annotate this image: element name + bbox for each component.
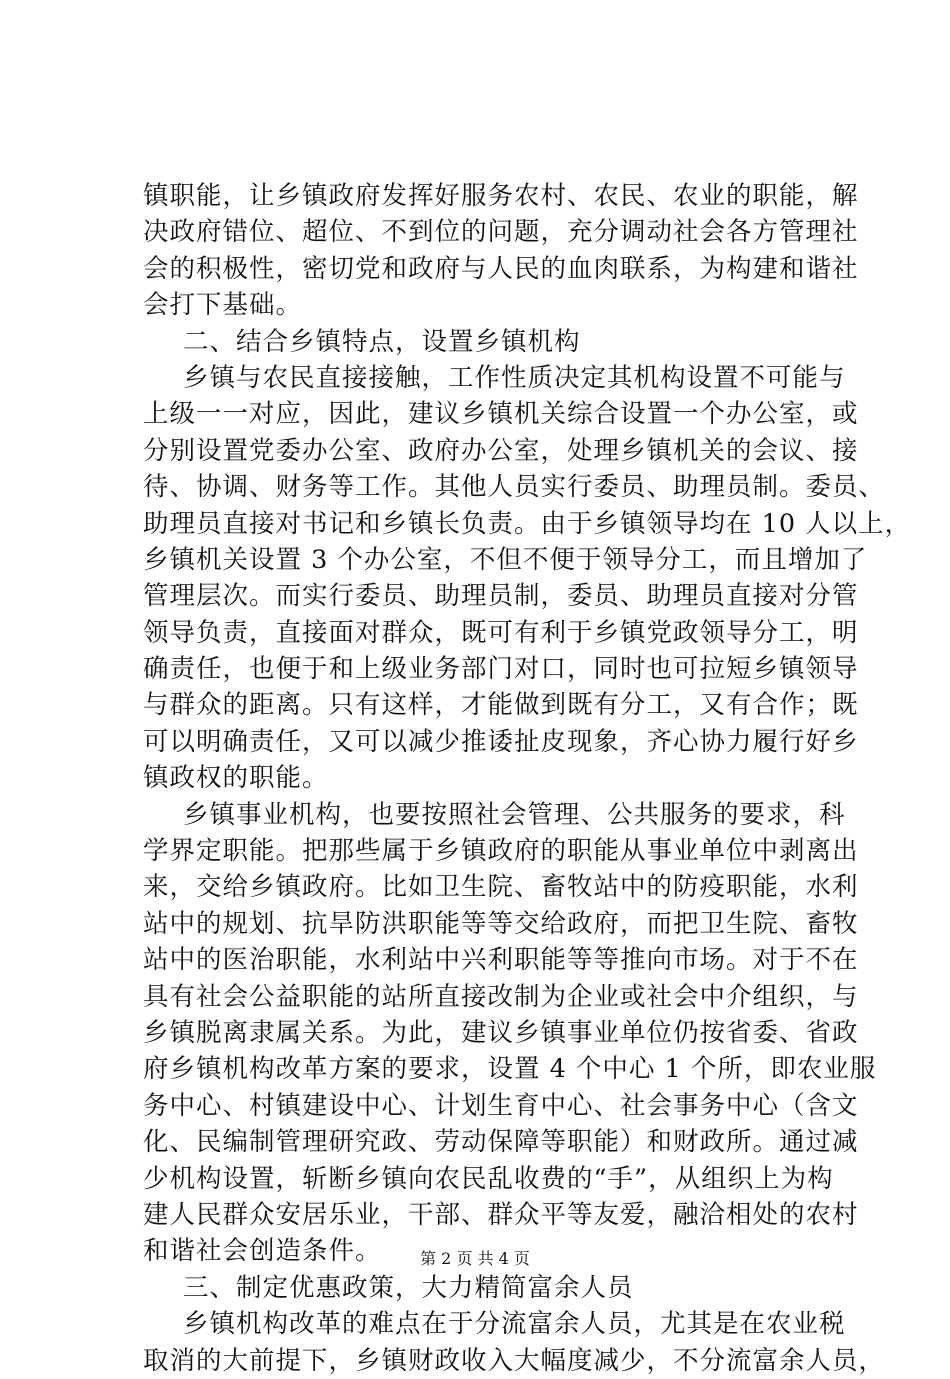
text-line: 来，交给乡镇政府。比如卫生院、畜牧站中的防疫职能，水利 (143, 872, 859, 903)
text-line: 分别设置党委办公室、政府办公室，处理乡镇机关的会议、接 (143, 435, 859, 466)
text-line: 建人民群众安居乐业，干部、群众平等友爱，融洽相处的农村 (143, 1199, 859, 1230)
section-heading: 二、结合乡镇特点，设置乡镇机构 (183, 326, 581, 357)
section-heading-5 (143, 1270, 831, 1306)
page-number-footer: 第 2 页 共 4 页 (420, 1249, 530, 1268)
text-line: 具有社会公益职能的站所直接改制为企业或社会中介组织，与 (143, 981, 859, 1012)
paragraph-3 (143, 360, 912, 797)
text-line: 务中心、村镇建设中心、计划生育中心、社会事务中心（含文 (143, 1090, 859, 1121)
text-line: 可以明确责任，又可以减少推诿扯皮现象，齐心协力履行好乡 (143, 726, 859, 757)
text-line: 取消的大前提下，乡镇财政收入大幅度减少，不分流富余人员， (143, 1345, 886, 1376)
text-line: 与群众的距离。只有这样，才能做到既有分工，又有合作；既 (143, 690, 859, 721)
text-line: 乡镇与农民直接接触，工作性质决定其机构设置不可能与 (183, 362, 846, 393)
text-line: 和谐社会创造条件。 (143, 1236, 382, 1267)
text-line: 乡镇脱离隶属关系。为此，建议乡镇事业单位仍按省委、省政 (143, 1017, 859, 1048)
text-line: 会打下基础。 (143, 290, 303, 321)
text-line: 决政府错位、超位、不到位的问题，充分调动社会各方管理社 (143, 217, 859, 248)
text-line: 助理员直接对书记和乡镇长负责。由于乡镇领导均在 10 人以上， (143, 508, 912, 539)
text-line: 管理层次。而实行委员、助理员制，委员、助理员直接对分管 (143, 581, 859, 612)
text-line: 镇职能，让乡镇政府发挥好服务农村、农民、农业的职能，解 (143, 181, 859, 211)
section-heading-2 (143, 324, 831, 360)
text-line: 少机构设置，斩断乡镇向农民乱收费的“手”，从组织上为构 (143, 1163, 834, 1194)
paragraph-1 (143, 178, 859, 324)
text-line: 乡镇事业机构，也要按照社会管理、公共服务的要求，科 (183, 799, 846, 830)
text-line: 府乡镇机构改革方案的要求，设置 4 个中心 1 个所，即农业服 (143, 1054, 877, 1085)
text-line: 学界定职能。把那些属于乡镇政府的职能从事业单位中剥离出 (143, 836, 859, 867)
text-line: 站中的规划、抗旱防洪职能等等交给政府，而把卫生院、畜牧 (143, 908, 859, 939)
text-line: 会的积极性，密切党和政府与人民的血肉联系，为构建和谐社 (143, 253, 859, 284)
section-heading: 三、制定优惠政策，大力精简富余人员 (183, 1272, 634, 1303)
text-line: 确责任，也便于和上级业务部门对口，同时也可拉短乡镇领导 (143, 654, 859, 685)
text-line: 镇政权的职能。 (143, 763, 329, 794)
paragraph-4 (143, 797, 877, 1270)
text-line: 化、民编制管理研究政、劳动保障等职能）和财政所。通过减 (143, 1127, 859, 1158)
text-line: 上级一一对应，因此，建议乡镇机关综合设置一个办公室，或 (143, 399, 859, 430)
document-body (143, 178, 912, 1379)
text-line: 乡镇机构改革的难点在于分流富余人员，尤其是在农业税 (183, 1309, 846, 1340)
paragraph-6 (143, 1306, 886, 1379)
text-line: 待、协调、财务等工作。其他人员实行委员、助理员制。委员、 (143, 472, 886, 503)
text-line: 乡镇机关设置 3 个办公室，不但不便于领导分工，而且增加了 (143, 544, 868, 575)
text-line: 站中的医治职能，水利站中兴利职能等等推向市场。对于不在 (143, 945, 859, 976)
text-line: 领导负责，直接面对群众，既可有利于乡镇党政领导分工，明 (143, 617, 859, 648)
